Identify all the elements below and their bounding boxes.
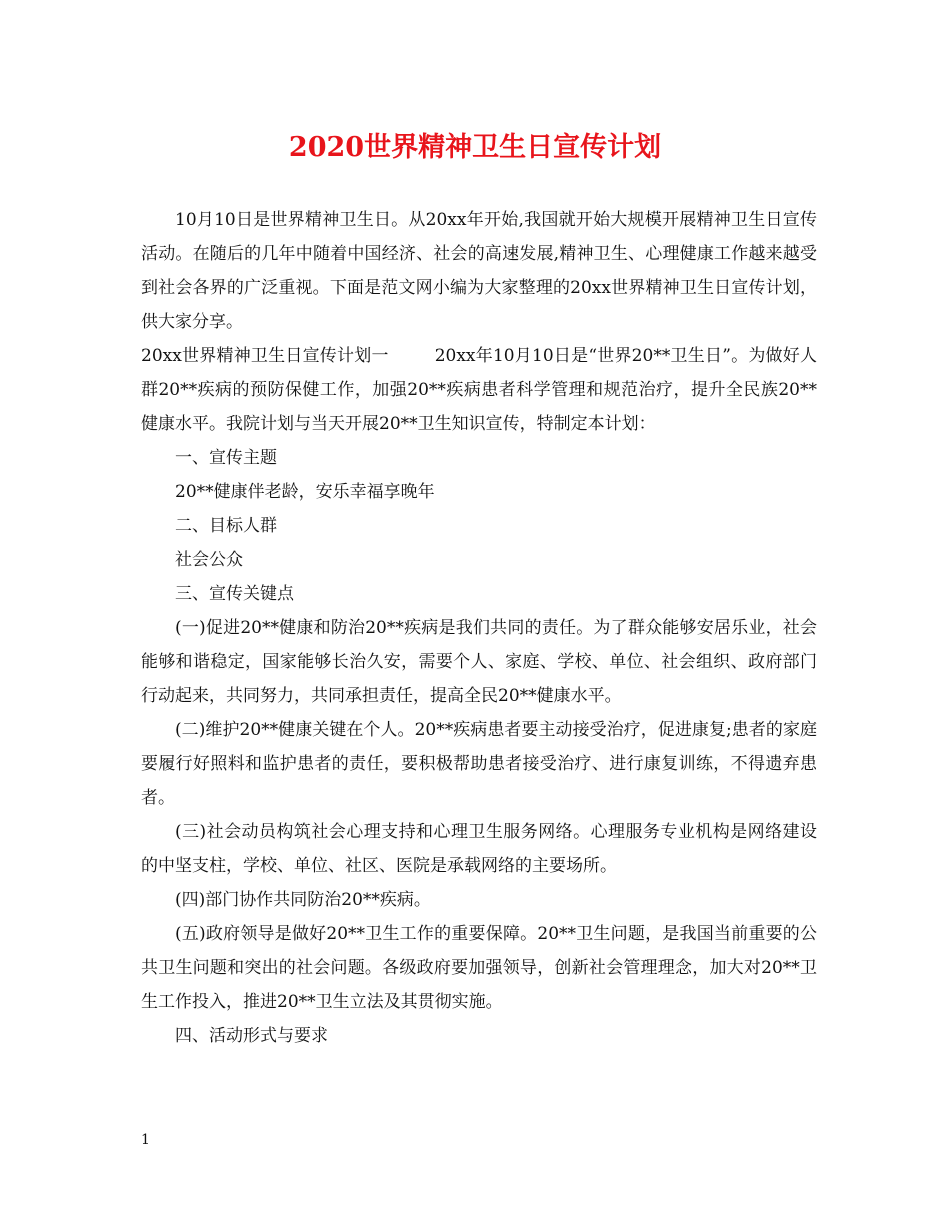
plan-paragraph [141, 339, 817, 441]
section-heading: 四、活动形式与要求 [175, 1026, 328, 1046]
key-point: (一)促进20**健康和防治20**疾病是我们共同的责任。为了群众能够安居乐业，社会能够和谐稳定，国家能够长治久安，需要个人、家庭、学校、单位、社会组织、政府部门行动起来，共同努力，共同承担责任，提高全民20**健康水平。 [141, 618, 817, 706]
key-point: (三)社会动员构筑社会心理支持和心理卫生服务网络。心理服务专业机构是网络建设的中坚支柱，学校、单位、社区、医院是承载网络的主要场所。 [141, 822, 817, 876]
intro-paragraph: 10月10日是世界精神卫生日。从20xx年开始,我国就开始大规模开展精神卫生日宣传活动。在随后的几年中随着中国经济、社会的高速发展,精神卫生、心理健康工作越来越受到社会各界的广泛重视。下面是范文网小编为大家整理的20xx世界精神卫生日宣传计划，供大家分享。 [141, 210, 817, 332]
section-heading: 一、宣传主题 [175, 448, 277, 468]
document-body [141, 203, 817, 1053]
plan-intro: 20xx年10月10日是“世界20**卫生日”。为做好人群20**疾病的预防保健工作，加强20**疾病患者科学管理和规范治疗，提升全民族20**健康水平。我院计划与当天开展20**卫生知识宣传，特制定本计划： [141, 346, 817, 434]
key-point: (四)部门协作共同防治20**疾病。 [175, 890, 431, 910]
section-heading: 三、宣传关键点 [175, 584, 294, 604]
plan-heading: 20xx世界精神卫生日宣传计划一 [141, 346, 389, 366]
page-number: 1 [141, 1132, 150, 1148]
section-text: 20**健康伴老龄，安乐幸福享晚年 [175, 482, 435, 502]
document-title: 2020世界精神卫生日宣传计划 [288, 132, 662, 163]
key-point: (五)政府领导是做好20**卫生工作的重要保障。20**卫生问题，是我国当前重要的公共卫生问题和突出的社会问题。各级政府要加强领导，创新社会管理理念，加大对20**卫生工作投入，推进20**卫生立法及其贯彻实施。 [141, 924, 817, 1012]
section-text: 社会公众 [175, 550, 243, 570]
section-heading: 二、目标人群 [175, 516, 277, 536]
key-point: (二)维护20**健康关键在个人。20**疾病患者要主动接受治疗，促进康复;患者的家庭要履行好照料和监护患者的责任，要积极帮助患者接受治疗、进行康复训练，不得遗弃患者。 [141, 720, 817, 808]
